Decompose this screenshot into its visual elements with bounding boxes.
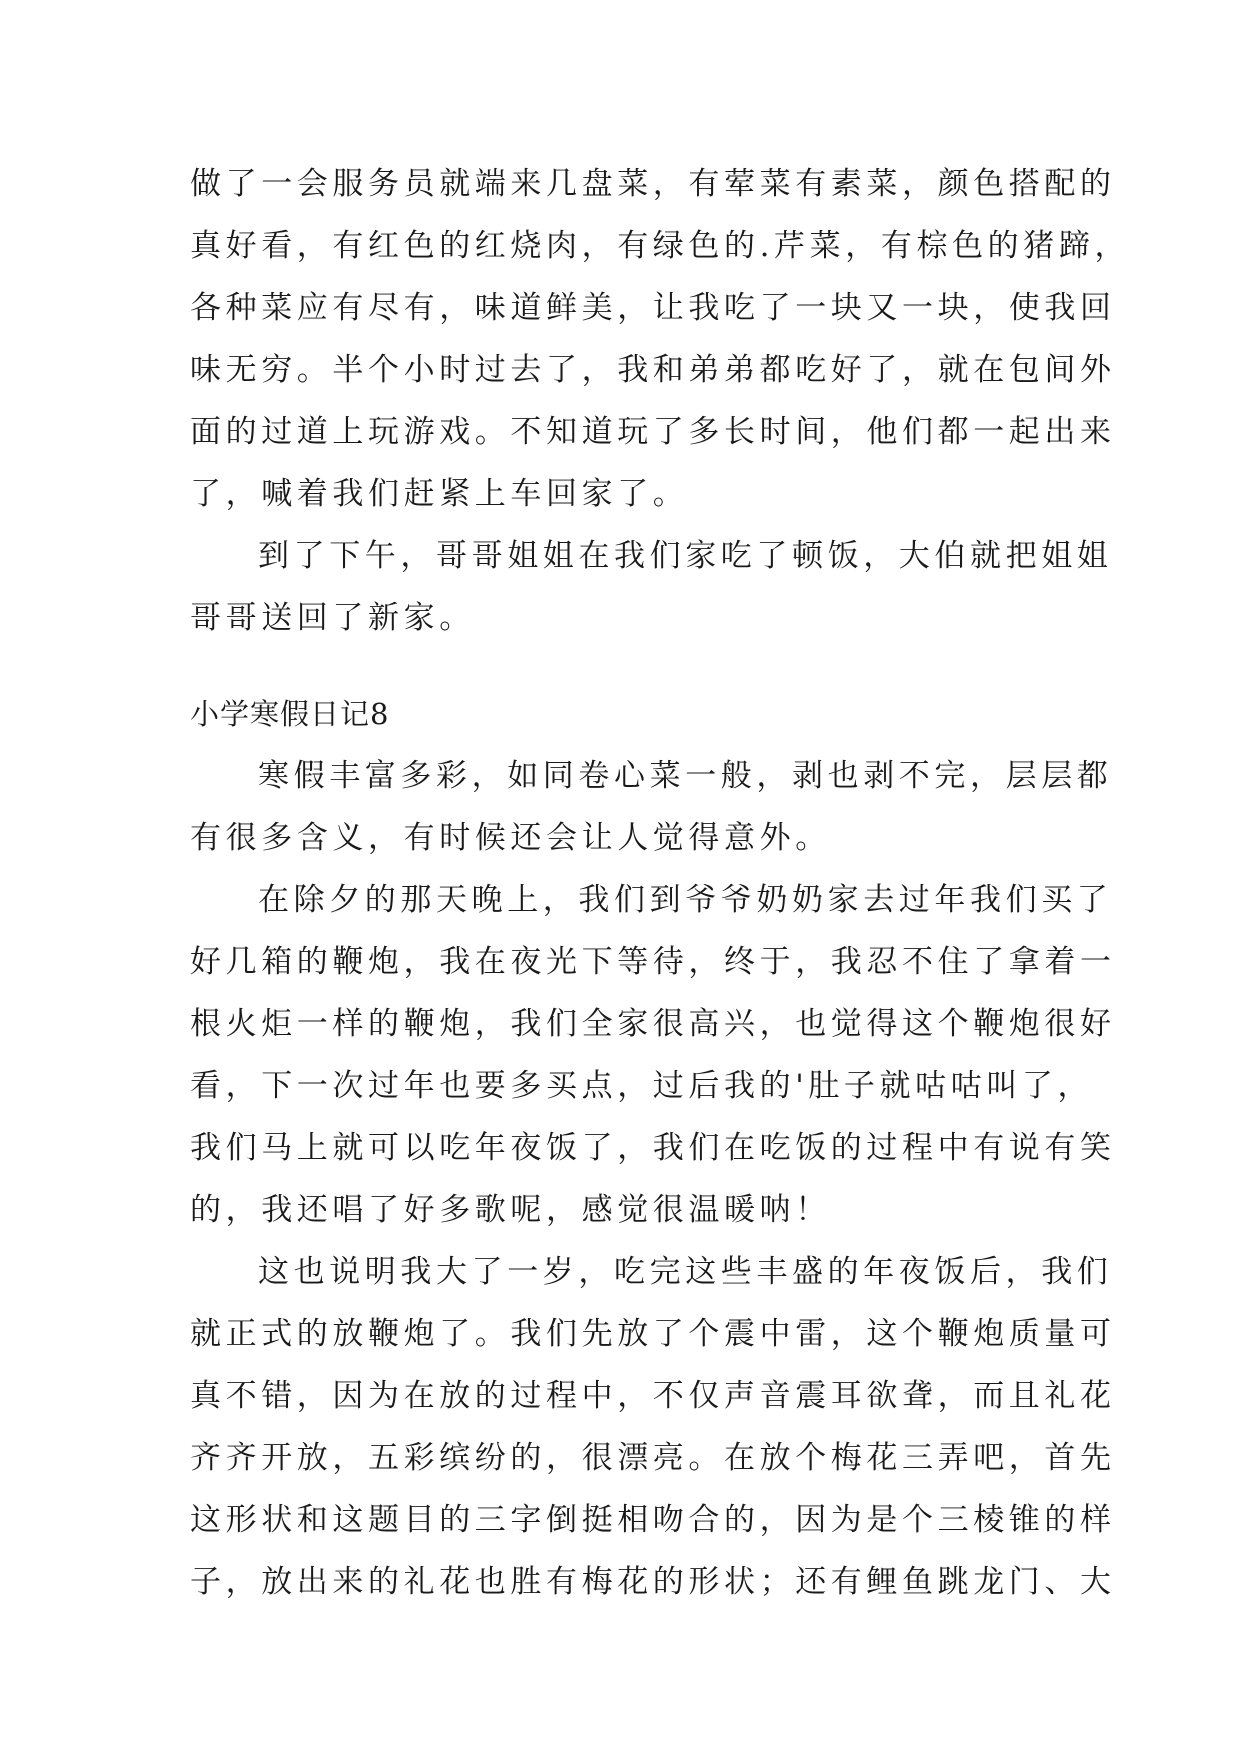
text-line: 根火炬一样的鞭炮，我们全家很高兴，也觉得这个鞭炮很好 (190, 1006, 1116, 1042)
text-line: 这也说明我大了一岁，吃完这些丰盛的年夜饭后，我们 (258, 1254, 1113, 1290)
text-line: 齐齐开放，五彩缤纷的，很漂亮。在放个梅花三弄吧，首先 (190, 1440, 1116, 1476)
text-line: 哥哥送回了新家。 (190, 600, 475, 636)
text-line: 味无穷。半个小时过去了，我和弟弟都吃好了，就在包间外 (190, 352, 1116, 388)
text-line: 我们马上就可以吃年夜饭了，我们在吃饭的过程中有说有笑 (190, 1130, 1116, 1166)
text-line: 就正式的放鞭炮了。我们先放了个震中雷，这个鞭炮质量可 (190, 1316, 1116, 1352)
text-line: 面的过道上玩游戏。不知道玩了多长时间，他们都一起出来 (190, 414, 1116, 450)
text-line: 有很多含义，有时候还会让人觉得意外。 (190, 820, 831, 856)
section-heading: 小学寒假日记8 (190, 697, 390, 731)
text-line: 这形状和这题目的三字倒挺相吻合的，因为是个三棱锥的样 (190, 1502, 1116, 1538)
text-line: 看，下一次过年也要多买点，过后我的'肚子就咕咕叫了， (190, 1068, 1094, 1104)
text-line: 子，放出来的礼花也胜有梅花的形状；还有鲤鱼跳龙门、大 (190, 1564, 1116, 1600)
text-line: 了，喊着我们赶紧上车回家了。 (190, 476, 689, 512)
text-section-1 (190, 153, 1131, 649)
text-line: 到了下午，哥哥姐姐在我们家吃了顿饭，大伯就把姐姐 (258, 538, 1113, 574)
text-line: 真好看，有红色的红烧肉，有绿色的.芹菜，有棕色的猪蹄， (190, 228, 1131, 264)
text-line: 的，我还唱了好多歌呢，感觉很温暖呐！ (190, 1192, 831, 1228)
text-line: 做了一会服务员就端来几盘菜，有荤菜有素菜，颜色搭配的 (190, 166, 1116, 202)
text-line: 各种菜应有尽有，味道鲜美，让我吃了一块又一块，使我回 (190, 290, 1116, 326)
text-line: 在除夕的那天晚上，我们到爷爷奶奶家去过年我们买了 (258, 882, 1113, 918)
text-line: 真不错，因为在放的过程中，不仅声音震耳欲聋，而且礼花 (190, 1378, 1116, 1414)
text-section-2 (190, 745, 1116, 1613)
text-line: 寒假丰富多彩，如同卷心菜一般，剥也剥不完，层层都 (258, 758, 1113, 794)
text-line: 好几箱的鞭炮，我在夜光下等待，终于，我忍不住了拿着一 (190, 944, 1116, 980)
